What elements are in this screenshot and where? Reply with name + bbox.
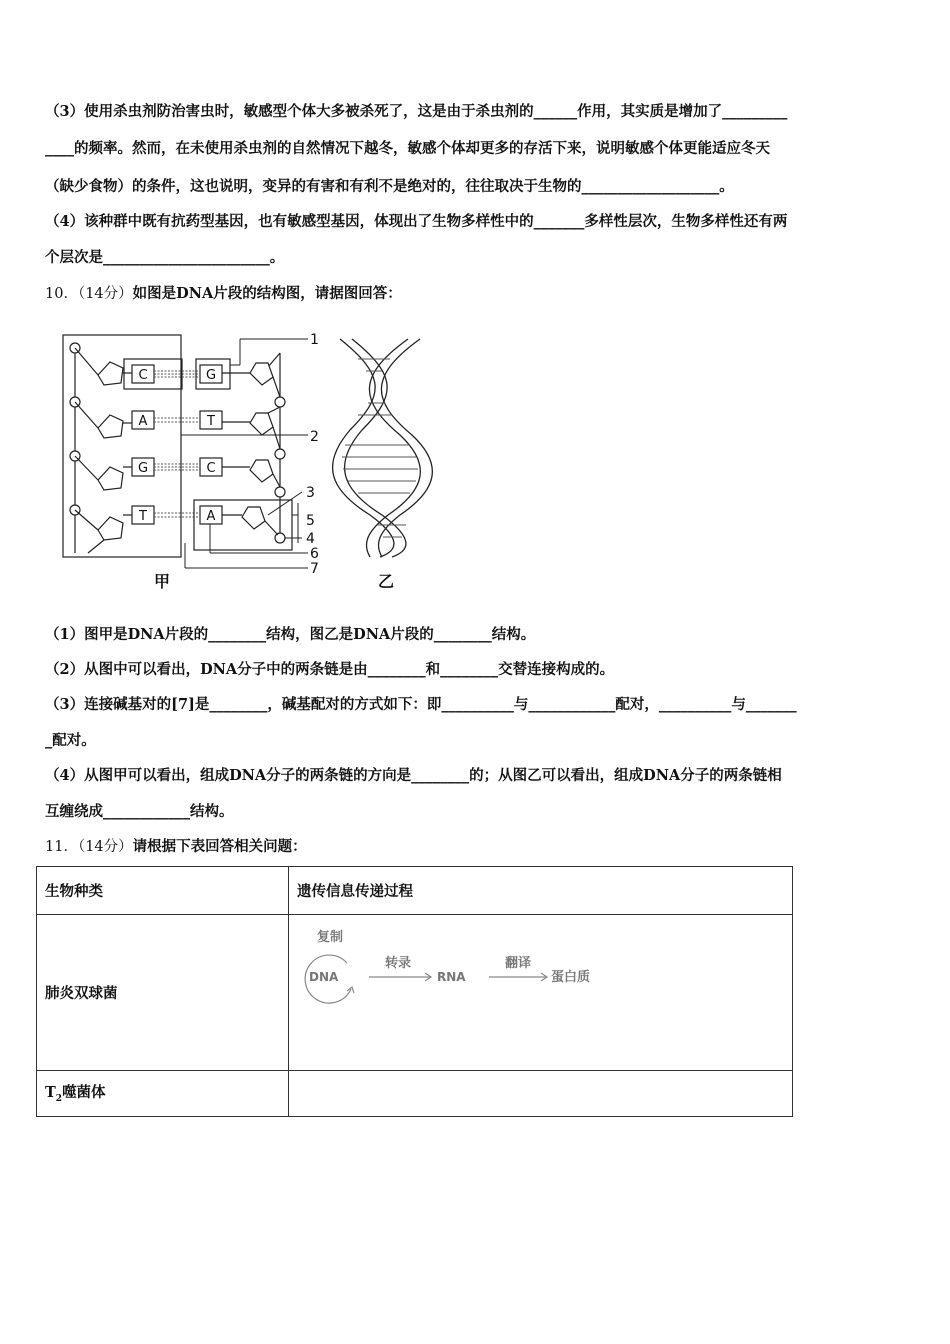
- flow-diagram: [297, 929, 617, 1009]
- q10-heading: [45, 284, 905, 304]
- q11-score: （14分）: [77, 839, 133, 855]
- row-process-pneumococcus: [289, 915, 793, 1071]
- label-1: 1: [310, 332, 319, 348]
- t2-letter: T: [45, 1084, 56, 1101]
- right-base-3: C: [206, 461, 216, 476]
- table-row: [37, 1071, 793, 1117]
- table-row: [37, 915, 793, 1071]
- double-helix-icon: [333, 339, 433, 557]
- left-base-4: T: [139, 509, 147, 524]
- q10-part4-line1: （4）从图甲可以看出，组成DNA分子的两条链的方向是________的；从图乙可以看出，组成DNA分子的两条链相: [45, 767, 782, 784]
- q10-part3-line2: _配对。: [45, 732, 96, 749]
- left-base-1: C: [138, 368, 148, 383]
- label-5: 5: [306, 513, 315, 529]
- right-base-1: G: [205, 368, 217, 383]
- row-species-pneumococcus: 肺炎双球菌: [37, 915, 289, 1071]
- q9-part3-line1: （3）使用杀虫剂防治害虫时，敏感型个体大多被杀死了，这是由于杀虫剂的______作用，其实质是增加了_________: [45, 103, 788, 120]
- q11-number: 11．: [45, 839, 78, 855]
- q10-part1: （1）图甲是DNA片段的________结构，图乙是DNA片段的________结构。: [45, 626, 536, 643]
- row-species-t2-phage: [37, 1071, 289, 1117]
- t2-rest: 噬菌体: [62, 1084, 106, 1101]
- q10-score: （14分）: [77, 286, 133, 302]
- label-dna: DNA: [309, 970, 339, 984]
- right-base-2: T: [207, 414, 215, 429]
- genetic-info-table: [36, 866, 793, 1117]
- label-6: 6: [310, 546, 319, 562]
- q11-stem: 请根据下表回答相关问题：: [132, 838, 307, 855]
- label-7: 7: [310, 561, 319, 577]
- q10-number: 10．: [45, 286, 78, 302]
- central-dogma-flow: [297, 929, 617, 1009]
- dna-structure-figure: [40, 325, 440, 595]
- q10-part4-line2: 互缠绕成____________结构。: [45, 803, 234, 820]
- right-base-4: A: [206, 509, 216, 524]
- t2-subscript: 2: [55, 1093, 63, 1104]
- row-process-t2-phage: [289, 1071, 793, 1117]
- q10-part3-line1: （3）连接碱基对的[7]是________，碱基配对的方式如下：即__________与____________配对，__________与_______: [45, 696, 797, 713]
- label-4: 4: [306, 531, 315, 547]
- q11-heading: [45, 837, 905, 857]
- q9-part3-line2: ____的频率。然而，在未使用杀虫剂的自然情况下越冬，敏感个体却更多的存活下来，说明敏感个体更能适应冬天: [45, 140, 770, 157]
- label-transcribe: 转录: [385, 956, 412, 971]
- left-base-3: G: [137, 461, 149, 476]
- figure-label-yi: 乙: [377, 572, 395, 591]
- label-protein: 蛋白质: [551, 970, 591, 985]
- header-process: 遗传信息传递过程: [289, 867, 793, 915]
- label-rna: RNA: [437, 970, 466, 984]
- label-replicate: 复制: [317, 930, 344, 945]
- header-species: 生物种类: [37, 867, 289, 915]
- label-3: 3: [306, 485, 315, 501]
- q10-part2: （2）从图中可以看出，DNA分子中的两条链是由________和________交替连接构成的。: [45, 661, 615, 678]
- q9-part3-line3: （缺少食物）的条件，这也说明，变异的有害和有利不是绝对的，往往取决于生物的___________________。: [45, 178, 734, 195]
- left-base-2: A: [138, 414, 148, 429]
- dna-diagram: [40, 325, 440, 595]
- label-2: 2: [310, 429, 319, 445]
- label-translate: 翻译: [505, 956, 532, 971]
- table-header-row: [37, 867, 793, 915]
- deoxyribose-icon: [98, 362, 123, 385]
- q10-stem: 如图是DNA片段的结构图，请据图回答：: [132, 285, 402, 302]
- figure-label-jia: 甲: [153, 572, 171, 591]
- q9-part4-line1: （4）该种群中既有抗药型基因，也有敏感型基因，体现出了生物多样性中的_______多样性层次，生物多样性还有两: [45, 213, 788, 230]
- q9-part4-line2: 个层次是_______________________。: [45, 249, 285, 266]
